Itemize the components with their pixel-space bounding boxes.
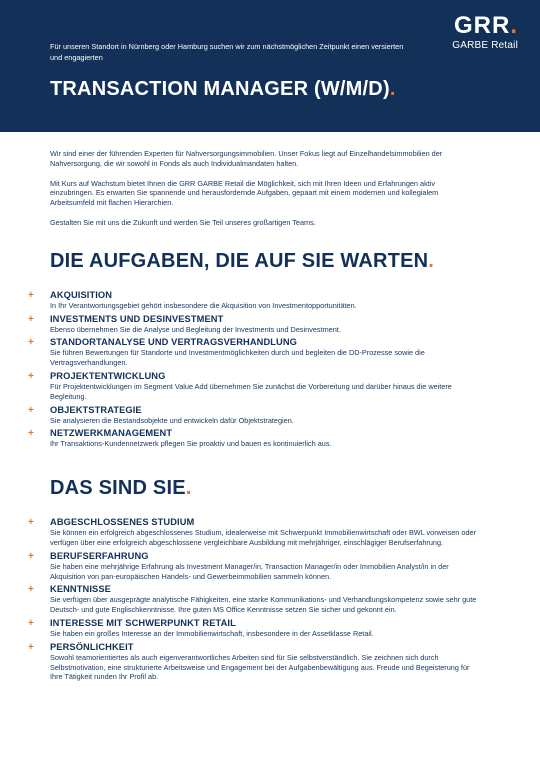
list-item <box>28 337 480 368</box>
item-heading: STANDORTANALYSE UND VERTRAGSVERHANDLUNG <box>50 337 298 348</box>
company-logo <box>452 12 518 52</box>
item-description: Sie führen Bewertungen für Standorte und Investmentmöglichkeiten durch und begleiten die DD-Prozesse sowie die Vertragsverhandlungen. <box>50 348 425 368</box>
logo-letters: GRR <box>453 12 511 39</box>
logo-accent-dot: . <box>510 12 518 39</box>
profile-section-title-text: DAS SIND SIE <box>50 477 186 500</box>
profile-list <box>28 517 480 682</box>
list-item <box>28 641 480 682</box>
plus-icon: + <box>28 337 34 349</box>
list-item <box>28 289 480 311</box>
plus-icon: + <box>28 428 34 440</box>
job-title-text: TRANSACTION MANAGER (W/M/D) <box>50 78 390 100</box>
item-description: Sie haben eine mehrjährige Erfahrung als Investment Manager/in, Transaction Manager/in oder Immobilien Analyst/in in der Akquisition von pan-europäischen Handels- und Gewerbeimmobilien sammeln können. <box>50 561 449 581</box>
item-description: Für Projektentwicklungen im Segment Value Add übernehmen Sie zunächst die Vorbereitung und darüber hinaus die weitere Begleitung. <box>50 381 452 401</box>
item-description: In Ihr Verantwortungsgebiet gehört insbesondere die Akquisition von Investmentopportunitäten. <box>50 300 357 310</box>
list-item <box>28 313 480 335</box>
team-paragraph: Gestalten Sie mit uns die Zukunft und werden Sie Teil unseres großartigen Teams. <box>50 217 316 227</box>
item-description: Ihr Transaktions-Kundennetzwerk pflegen Sie proaktiv und bauen es kontinuierlich aus. <box>50 439 332 449</box>
profile-section-title <box>50 477 480 500</box>
plus-icon: + <box>28 550 34 562</box>
item-heading: PERSÖNLICHKEIT <box>50 641 134 652</box>
item-heading: PROJEKTENTWICKLUNG <box>50 370 166 381</box>
item-description: Sowohl teamorientiertes als auch eigenverantwortliches Arbeiten sind für Sie selbstverständlich. Sie zeichnen sich durch Selbstmotivation, eine strukturierte Arbeitsweise und Engagement bei der Aufgabenbewältigung aus. Freude und Begeisterung für Ihre Tätigkeit runden Ihr Profil ab. <box>50 652 470 682</box>
item-description: Sie haben ein großes Interesse an der Immobilienwirtschaft, insbesondere in der Assetklasse Retail. <box>50 628 374 638</box>
list-item <box>28 517 480 548</box>
growth-paragraph: Mit Kurs auf Wachstum bietet Ihnen die GRR GARBE Retail die Möglichkeit, sich mit Ihren Ideen und Erfahrungen aktiv einzubringen. Es erwarten Sie spannende und herausfordernde Aufgaben, gepaart mit einem modernen und kollegialem Arbeitsumfeld mit flachen Hierarchien. <box>50 178 439 208</box>
title-accent-dot: . <box>389 78 396 100</box>
list-item <box>28 370 480 402</box>
item-description: Sie können ein erfolgreich abgeschlossenes Studium, idealerweise mit Schwerpunkt Immobilienwirtschaft oder BWL vorweisen oder verfügen über eine erfolgreich abgeschlossene vergleichbare Ausbildung mit mehrjähriger, einschlägiger Berufserfahrung. <box>50 528 476 547</box>
header-banner <box>0 0 540 132</box>
tasks-list <box>28 289 480 449</box>
list-item <box>28 584 480 615</box>
company-paragraph: Wir sind einer der führenden Experten für Nahversorgungsimmobilien. Unser Fokus liegt auf Einzelhandelsimmobilien der Nahversorgung, die wir sowohl in Fonds als auch Individualmandaten halten. <box>50 149 443 168</box>
logo-subtitle: GARBE Retail <box>452 40 518 51</box>
plus-icon: + <box>28 289 34 301</box>
main-content <box>0 132 540 682</box>
tasks-section-title-text: DIE AUFGABEN, DIE AUF SIE WARTEN <box>50 249 429 272</box>
plus-icon: + <box>28 370 34 382</box>
tasks-title-dot: . <box>428 249 435 272</box>
profile-title-dot: . <box>185 477 192 500</box>
logo-mark <box>452 12 518 40</box>
item-description: Sie analysieren die Bestandsobjekte und entwickeln dafür Objektstrategien. <box>50 415 294 425</box>
plus-icon: + <box>28 617 34 629</box>
plus-icon: + <box>28 517 34 529</box>
item-heading: ABGESCHLOSSENES STUDIUM <box>50 517 195 528</box>
item-description: Sie verfügen über ausgeprägte analytische Fähigkeiten, eine starke Kommunikations- und Verhandlungskompetenz sowie sehr gute Deutsch- und gute Englischkenntnisse. Ihre guten MS Office Kenntnisse setzen Sie sicher und gekonnt ein. <box>50 595 477 615</box>
list-item <box>28 404 480 426</box>
item-heading: BERUFSERFAHRUNG <box>50 550 149 561</box>
item-heading: AKQUISITION <box>50 289 113 300</box>
page-title <box>50 78 396 101</box>
list-item <box>28 617 480 639</box>
item-heading: INVESTMENTS UND DESINVESTMENT <box>50 313 224 324</box>
intro-text: Für unseren Standort in Nürnberg oder Hamburg suchen wir zum nächstmöglichen Zeitpunkt einen versierten und engagierten <box>50 42 404 62</box>
plus-icon: + <box>28 584 34 596</box>
list-item <box>28 550 480 582</box>
plus-icon: + <box>28 404 34 416</box>
item-heading: KENNTNISSE <box>50 584 111 595</box>
plus-icon: + <box>28 641 34 653</box>
tasks-section-title <box>50 250 480 273</box>
list-item <box>28 428 480 449</box>
item-heading: INTERESSE MIT SCHWERPUNKT RETAIL <box>50 617 236 628</box>
plus-icon: + <box>28 313 34 325</box>
item-heading: NETZWERKMANAGEMENT <box>50 428 173 439</box>
item-description: Ebenso übernehmen Sie die Analyse und Begleitung der Investments und Desinvestment. <box>50 324 341 334</box>
item-heading: OBJEKTSTRATEGIE <box>50 404 142 415</box>
